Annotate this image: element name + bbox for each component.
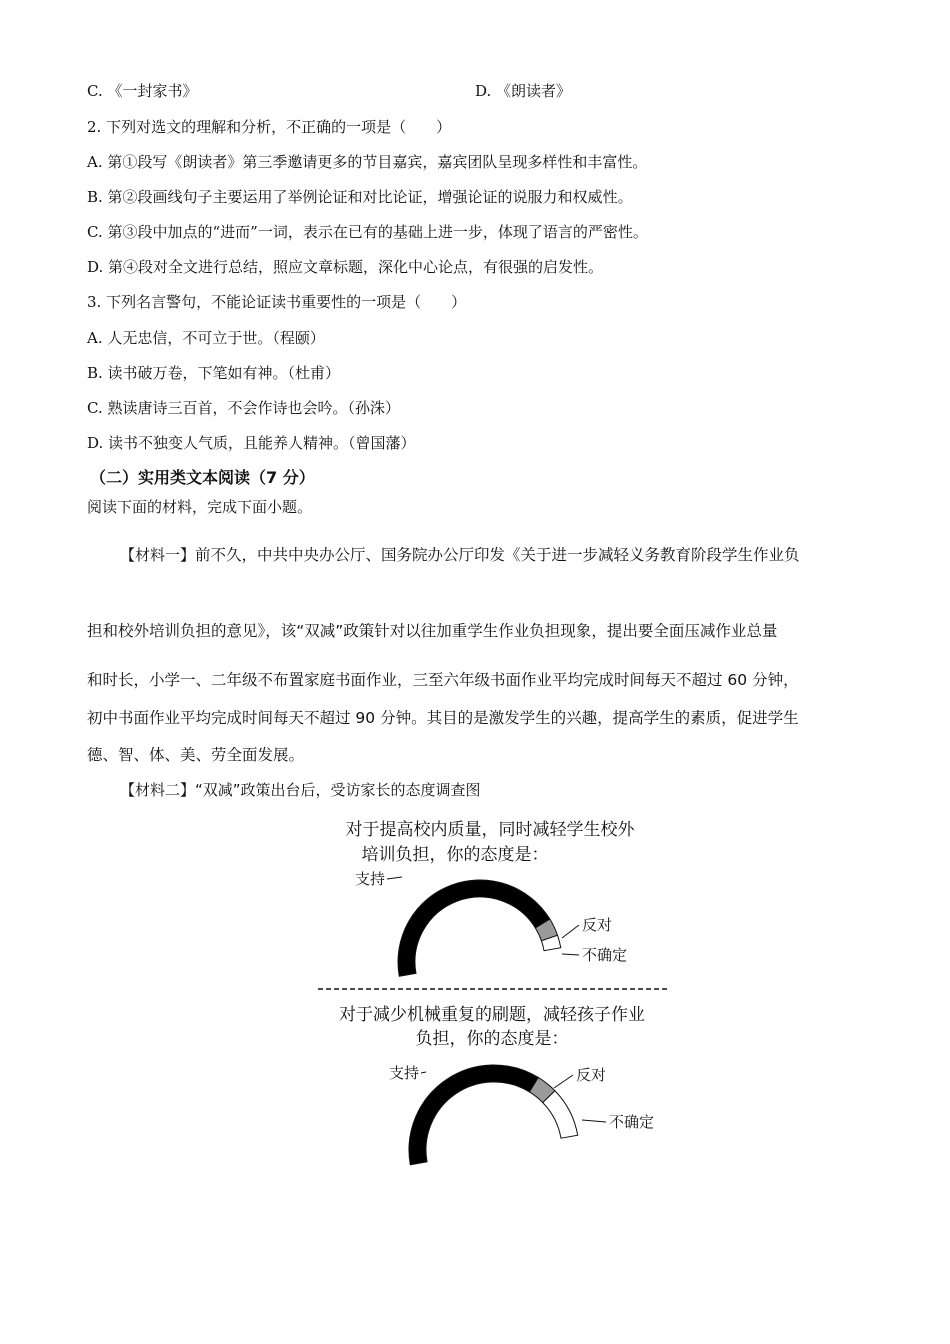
material1-line5: 德、智、体、美、劳全面发展。 <box>87 746 305 764</box>
gauge-segment-1 <box>398 880 550 976</box>
material1-line1: 【材料一】前不久，中共中央办公厅、国务院办公厅印发《关于进一步减轻义务教育阶段学生作业负 <box>120 546 800 564</box>
q1-option-d: D. 《朗读者》 <box>475 82 572 100</box>
chart2-gauge <box>389 1064 654 1165</box>
gauge-label-2: 反对 <box>582 916 613 934</box>
chart1-gauge <box>355 870 627 976</box>
gauge-segment-1 <box>409 1065 538 1165</box>
gauge-leader-line-3 <box>562 954 579 955</box>
q1-option-c: C. 《一封家书》 <box>87 82 198 100</box>
material1-line3: 和时长，小学一、二年级不布置家庭书面作业，三至六年级书面作业平均完成时间每天不超过 60 分钟， <box>87 671 799 689</box>
chart1-title-line2: 培训负担，你的态度是： <box>361 845 549 865</box>
gauge-leader-line-3 <box>582 1120 606 1122</box>
q2-option-c: C. 第③段中加点的“进而”一词，表示在已有的基础上进一步，体现了语言的严密性。 <box>87 223 648 241</box>
q2-stem: 2. 下列对选文的理解和分析，不正确的一项是（ ） <box>87 118 452 136</box>
gauge-leader-line-1 <box>387 877 402 879</box>
q3-option-b: B. 读书破万卷，下笔如有神。（杜甫） <box>87 364 341 382</box>
gauge-leader-line-2 <box>554 1075 573 1088</box>
q2-option-a: A. 第①段写《朗读者》第三季邀请更多的节目嘉宾，嘉宾团队呈现多样性和丰富性。 <box>87 153 648 171</box>
material2-label: 【材料二】 <box>120 781 196 799</box>
q3-stem: 3. 下列名言警句，不能论证读书重要性的一项是（ ） <box>87 293 467 311</box>
material1-line4: 初中书面作业平均完成时间每天不超过 90 分钟。其目的是激发学生的兴趣，提高学生的素质，促进学生 <box>87 709 799 727</box>
chart2-title-line1: 对于减少机械重复的刷题，减轻孩子作业 <box>339 1005 645 1025</box>
q2-option-b: B. 第②段画线句子主要运用了举例论证和对比论证，增强论证的说服力和权威性。 <box>87 188 633 206</box>
section-heading: （二）实用类文本阅读（7 分） <box>90 468 315 487</box>
q3-option-d: D. 读书不独变人气质，且能养人精神。（曾国藩） <box>87 434 416 452</box>
gauge-label-1: 支持 <box>388 1064 419 1082</box>
material1-line2: 担和校外培训负担的意见》，该“双减”政策针对以往加重学生作业负担现象，提出要全面压减作业总量 <box>87 622 778 640</box>
gauge-label-2: 反对 <box>576 1066 607 1084</box>
gauge-leader-line-2 <box>562 925 579 938</box>
q2-option-d: D. 第④段对全文进行总结，照应文章标题，深化中心论点，有很强的启发性。 <box>87 258 604 276</box>
material2-line: 【材料二】“双减”政策出台后，受访家长的态度调查图 <box>120 781 481 799</box>
chart1-title-line1: 对于提高校内质量，同时减轻学生校外 <box>345 820 635 840</box>
gauge-label-3: 不确定 <box>582 946 628 964</box>
gauge-segment-3 <box>543 1091 578 1138</box>
gauge-label-1: 支持 <box>354 870 385 888</box>
gauge-label-3: 不确定 <box>609 1113 655 1131</box>
gauge-leader-line-1 <box>421 1072 426 1073</box>
section-instruction: 阅读下面的材料，完成下面小题。 <box>87 498 313 516</box>
q3-option-c: C. 熟读唐诗三百首，不会作诗也会吟。（孙洙） <box>87 399 400 417</box>
chart2-title-line2: 负担，你的态度是： <box>415 1029 569 1049</box>
material1-label: 【材料一】 <box>120 546 196 564</box>
q3-option-a: A. 人无忠信，不可立于世。（程颐） <box>87 329 325 347</box>
